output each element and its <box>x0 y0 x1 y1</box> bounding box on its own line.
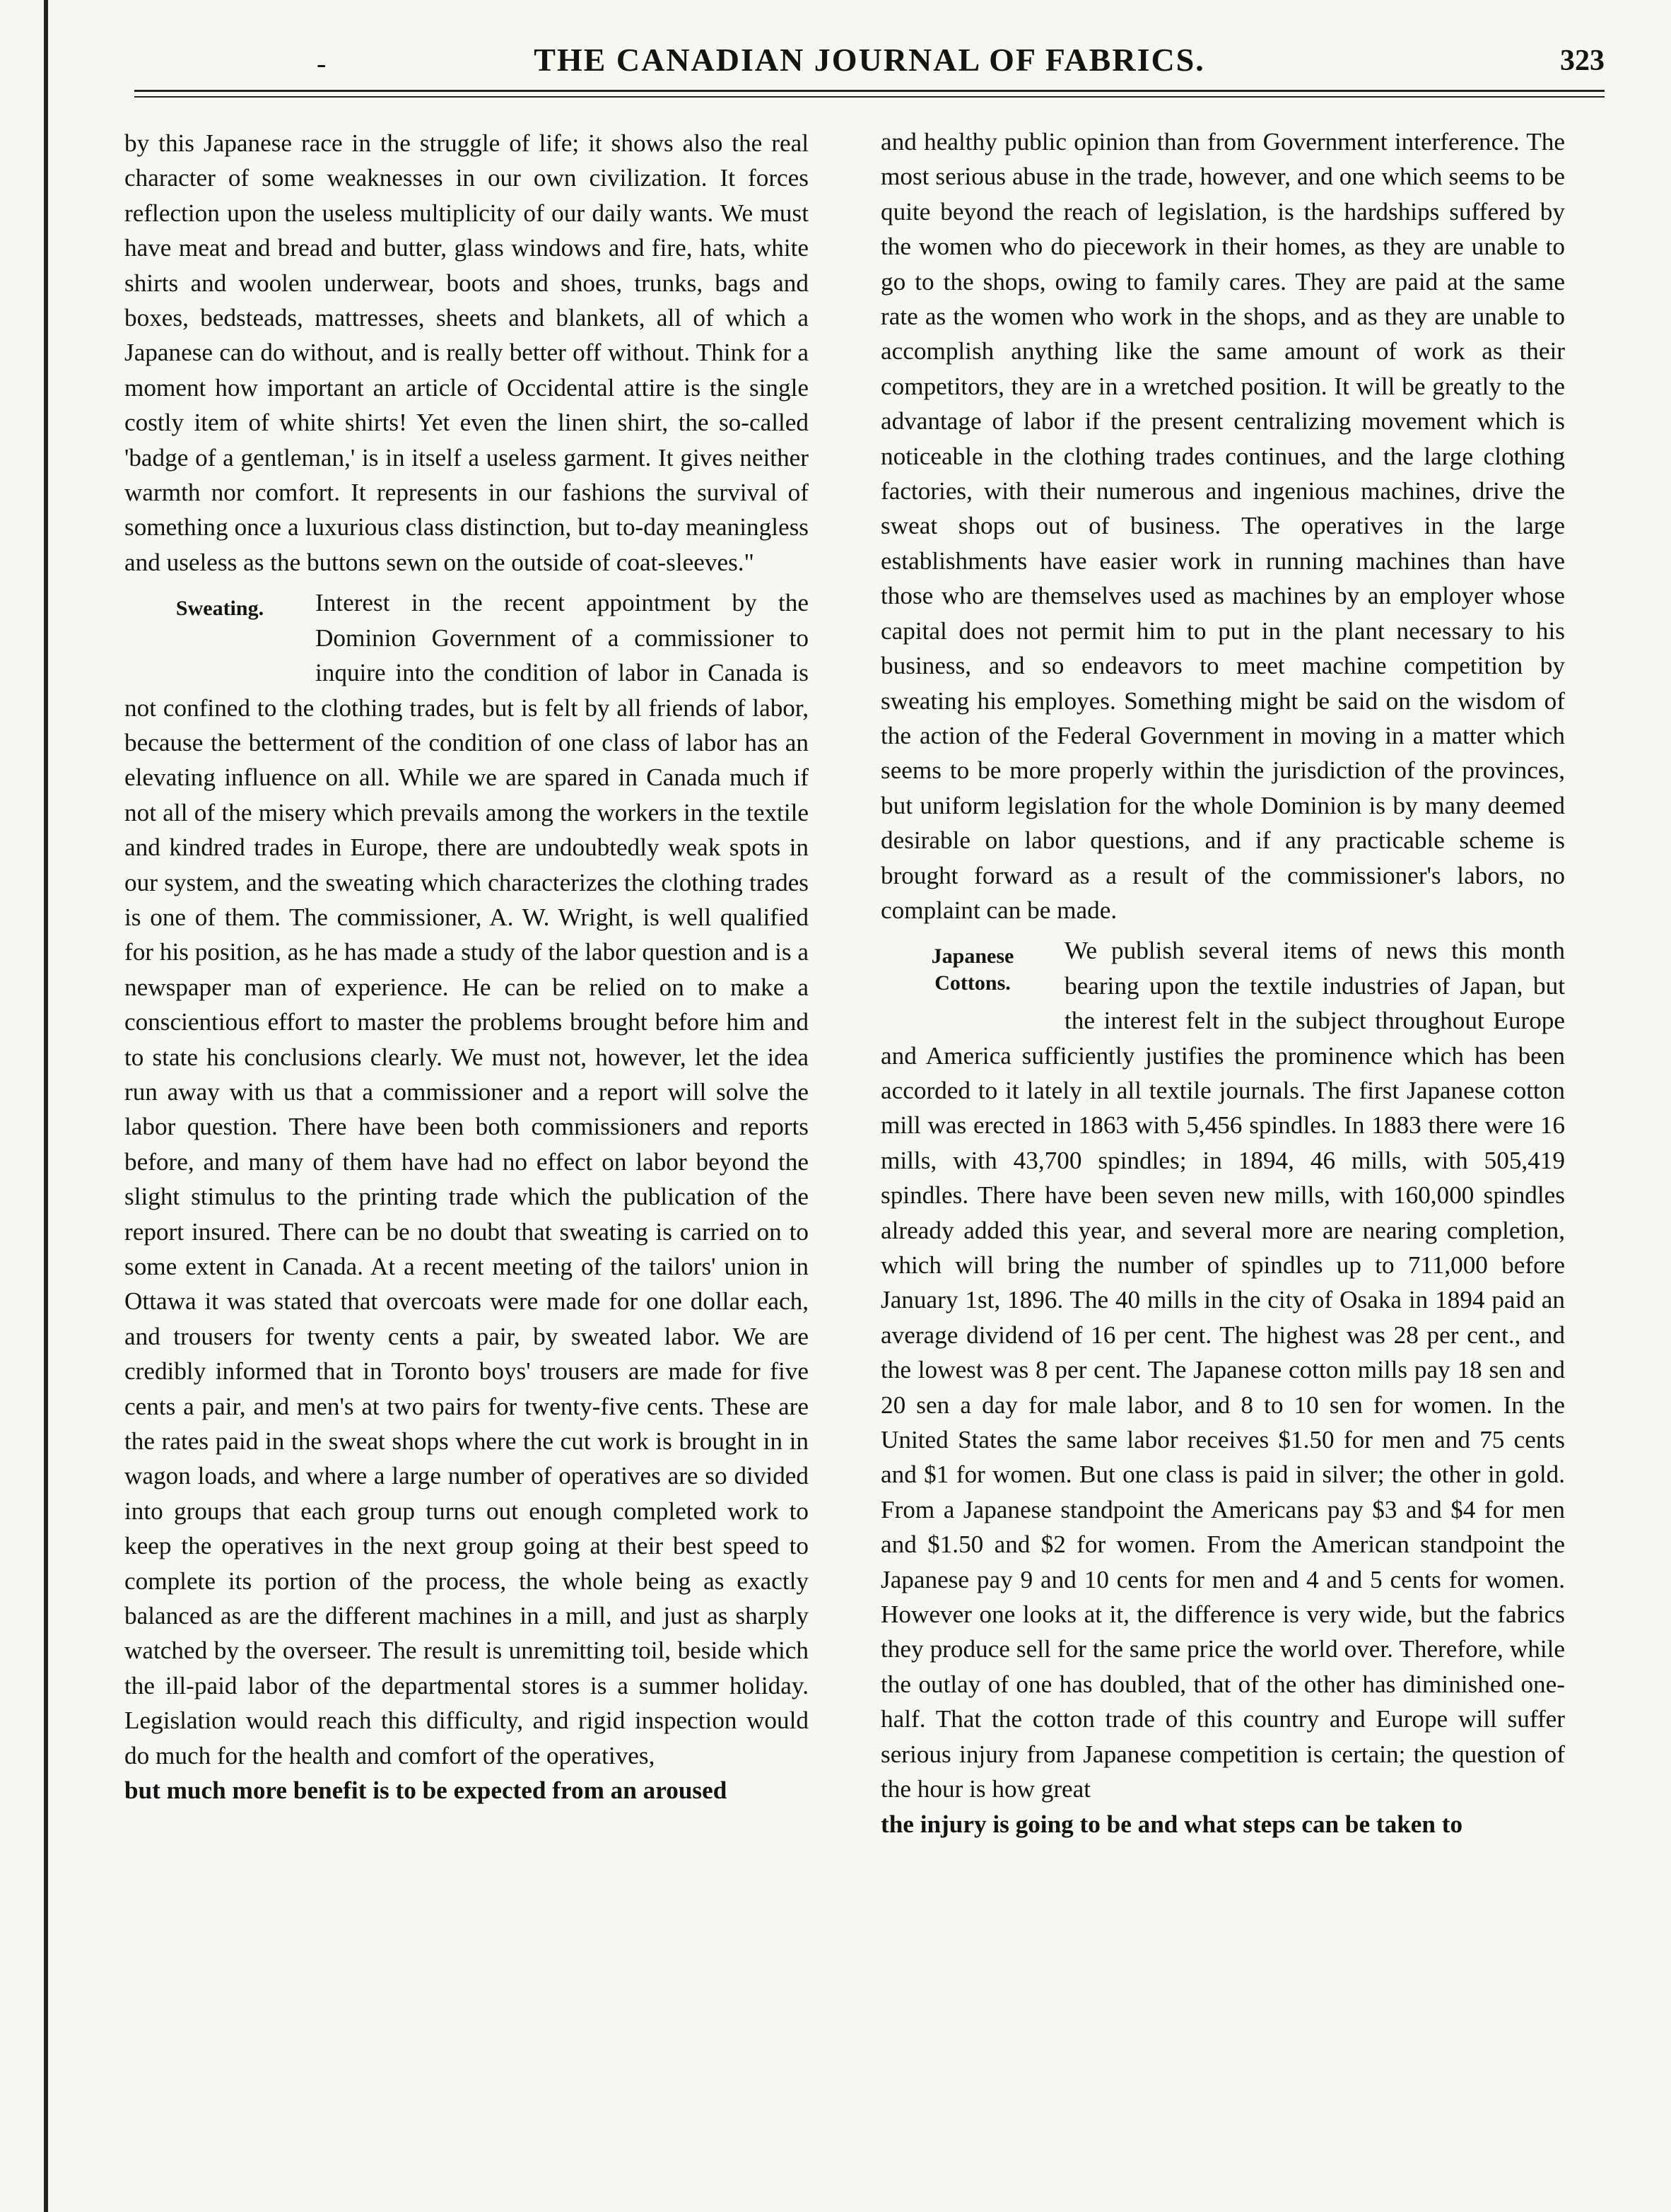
japanese-cottons-paragraph: We publish several items of news this month bearing upon the textile industries of Japan, but the interest felt in the subject throughout Europe and America sufficiently justifies the prominence which has been accorded to it lately in all textile journals. The first Japanese cotton mill was erected in 1863 with 5,456 spindles. In 1883 there were 16 mills, with 43,700 spindles; in 1894, 46 mills, with 505,419 spindles. There have been seven new mills, with 160,000 spindles already added this year, and several more are nearing completion, which will bring the number of spindles up to 711,000 before January 1st, 1896. The 40 mills in the city of Osaka in 1894 paid an average dividend of 16 per cent. The highest was 28 per cent., and the lowest was 8 per cent. The Japanese cotton mills pay 18 sen and 20 sen a day for male labor, and 8 to 10 sen for women. In the United States the same labor receives $1.50 for men and 75 cents and $1 for women. But one class is paid in silver; the other in gold. From a Japanese standpoint the Americans pay $3 and $4 for men and $1.50 and $2 for women. From the American standpoint the Japanese pay 9 and 10 cents for men and 4 and 5 cents for women. However one looks at it, the difference is very wide, but the fabrics they produce sell for the same price the world over. Therefore, while the outlay of one has doubled, that of the other has diminished one-half. That the cotton trade of this country and Europe will suffer serious injury from Japanese competition is certain; the question of the hour is how great <box>881 937 1565 1803</box>
japanese-cottons-paragraph-tail: the injury is going to be and what steps can be taken to <box>881 1810 1463 1838</box>
right-column <box>881 124 1565 1842</box>
section-heading-line-1: Japanese <box>931 944 1014 969</box>
section-heading-japanese-cottons <box>881 933 1065 1012</box>
continuation-paragraph: and healthy public opinion than from Government interference. The most serious abuse in the trade, however, and one which seems to be quite beyond the reach of legislation, is the hardships suffered by the women who do piecework in their homes, as they are unable to go to the shops, owing to family cares. They are paid at the same rate as the women who work in the shops, and as they are unable to accomplish anything like the same amount of work as their competitors, they are in a wretched position. It will be greatly to the advantage of labor if the present centralizing movement which is noticeable in the clothing trades continues, and the large clothing factories, with their numerous and ingenious machines, drive the sweat shops out of business. The operatives in the large establishments have easier work in running machines than have those who are themselves used as machines by an employer whose capital does not permit him to put in the plant necessary to his business, and so endeavors to meet machine competition by sweating his employes. Something might be said on the wisdom of the action of the Federal Government in moving in a matter which seems to be more properly within the jurisdiction of the provinces, but uniform legislation for the whole Dominion is by many deemed desirable on labor questions, and if any practicable scheme is brought forward as a result of the commissioner's labors, no complaint can be made. <box>881 128 1565 924</box>
section-heading-text: Sweating. <box>175 597 264 621</box>
sweating-paragraph-tail: but much more benefit is to be expected from an aroused <box>124 1777 727 1805</box>
intro-paragraph: by this Japanese race in the struggle of life; it shows also the real character of some weaknesses in our own civilization. It forces reflection upon the useless multiplicity of our daily wants. We must have meat and bread and butter, glass windows and fire, hats, white shirts and woolen underwear, boots and shoes, trunks, bags and boxes, bedsteads, mattresses, sheets and blankets, all of which a Japanese can do without, and is really better off without. Think for a moment how important an article of Occidental attire is the single costly item of white shirts! Yet even the linen shirt, the so-called 'badge of a gentleman,' is in itself a useless garment. It gives neither warmth nor comfort. It represents in our fashions the survival of something once a luxurious class distinction, but to-day meaningless and useless as the buttons sewn on the outside of coat-sleeves." <box>124 129 809 576</box>
page-edge-rule <box>44 0 48 2212</box>
section-heading-sweating <box>124 585 315 665</box>
page-number: 323 <box>1560 45 1605 77</box>
header-rule <box>134 90 1605 92</box>
section-heading-line-2: Cottons. <box>934 971 1011 995</box>
header-dash: - <box>317 47 327 79</box>
running-title: THE CANADIAN JOURNAL OF FABRICS. <box>534 42 1205 78</box>
sweating-paragraph: Interest in the recent appointment by the Dominion Government of a commissioner to inquire into the condition of labor in Canada is not confined to the clothing trades, but is felt by all friends of labor, because the betterment of the condition of one class of labor has an elevating influence on all. While we are spared in Canada much if not all of the misery which prevails among the workers in the textile and kindred trades in Europe, there are undoubtedly weak spots in our system, and the sweating which characterizes the clothing trades is one of them. The commissioner, A. W. Wright, is well qualified for his position, as he has made a study of the labor question and is a newspaper man of experience. He can be relied on to make a conscientious effort to master the problems brought before him and to state his conclusions clearly. We must not, however, let the idea run away with us that a commissioner and a report will solve the labor question. There have been both commissioners and reports before, and many of them have had no effect on labor beyond the slight stimulus to the printing trade which the publication of the report insured. There can be no doubt that sweating is carried on to some extent in Canada. At a recent meeting of the tailors' union in Ottawa it was stated that overcoats were made for one dollar each, and trousers for twenty cents a pair, by sweated labor. We are credibly informed that in Toronto boys' trousers are made for five cents a pair, and men's at two pairs for twenty-five cents. These are the rates paid in the sweat shops where the cut work is brought in in wagon loads, and where a large number of operatives are so divided into groups that each group turns out enough completed work to keep the operatives in the next group going at their best speed to complete its portion of the process, the whole being as exactly balanced as are the different machines in a mill, and just as sharply watched by the overseer. The result is unremitting toil, beside which the ill-paid labor of the departmental stores is a summer holiday. Legislation would reach this difficulty, and rigid inspection would do much for the health and comfort of the operatives, <box>124 589 809 1769</box>
page-header <box>134 41 1605 90</box>
header-rule-secondary <box>134 96 1605 98</box>
left-column <box>124 126 809 1808</box>
